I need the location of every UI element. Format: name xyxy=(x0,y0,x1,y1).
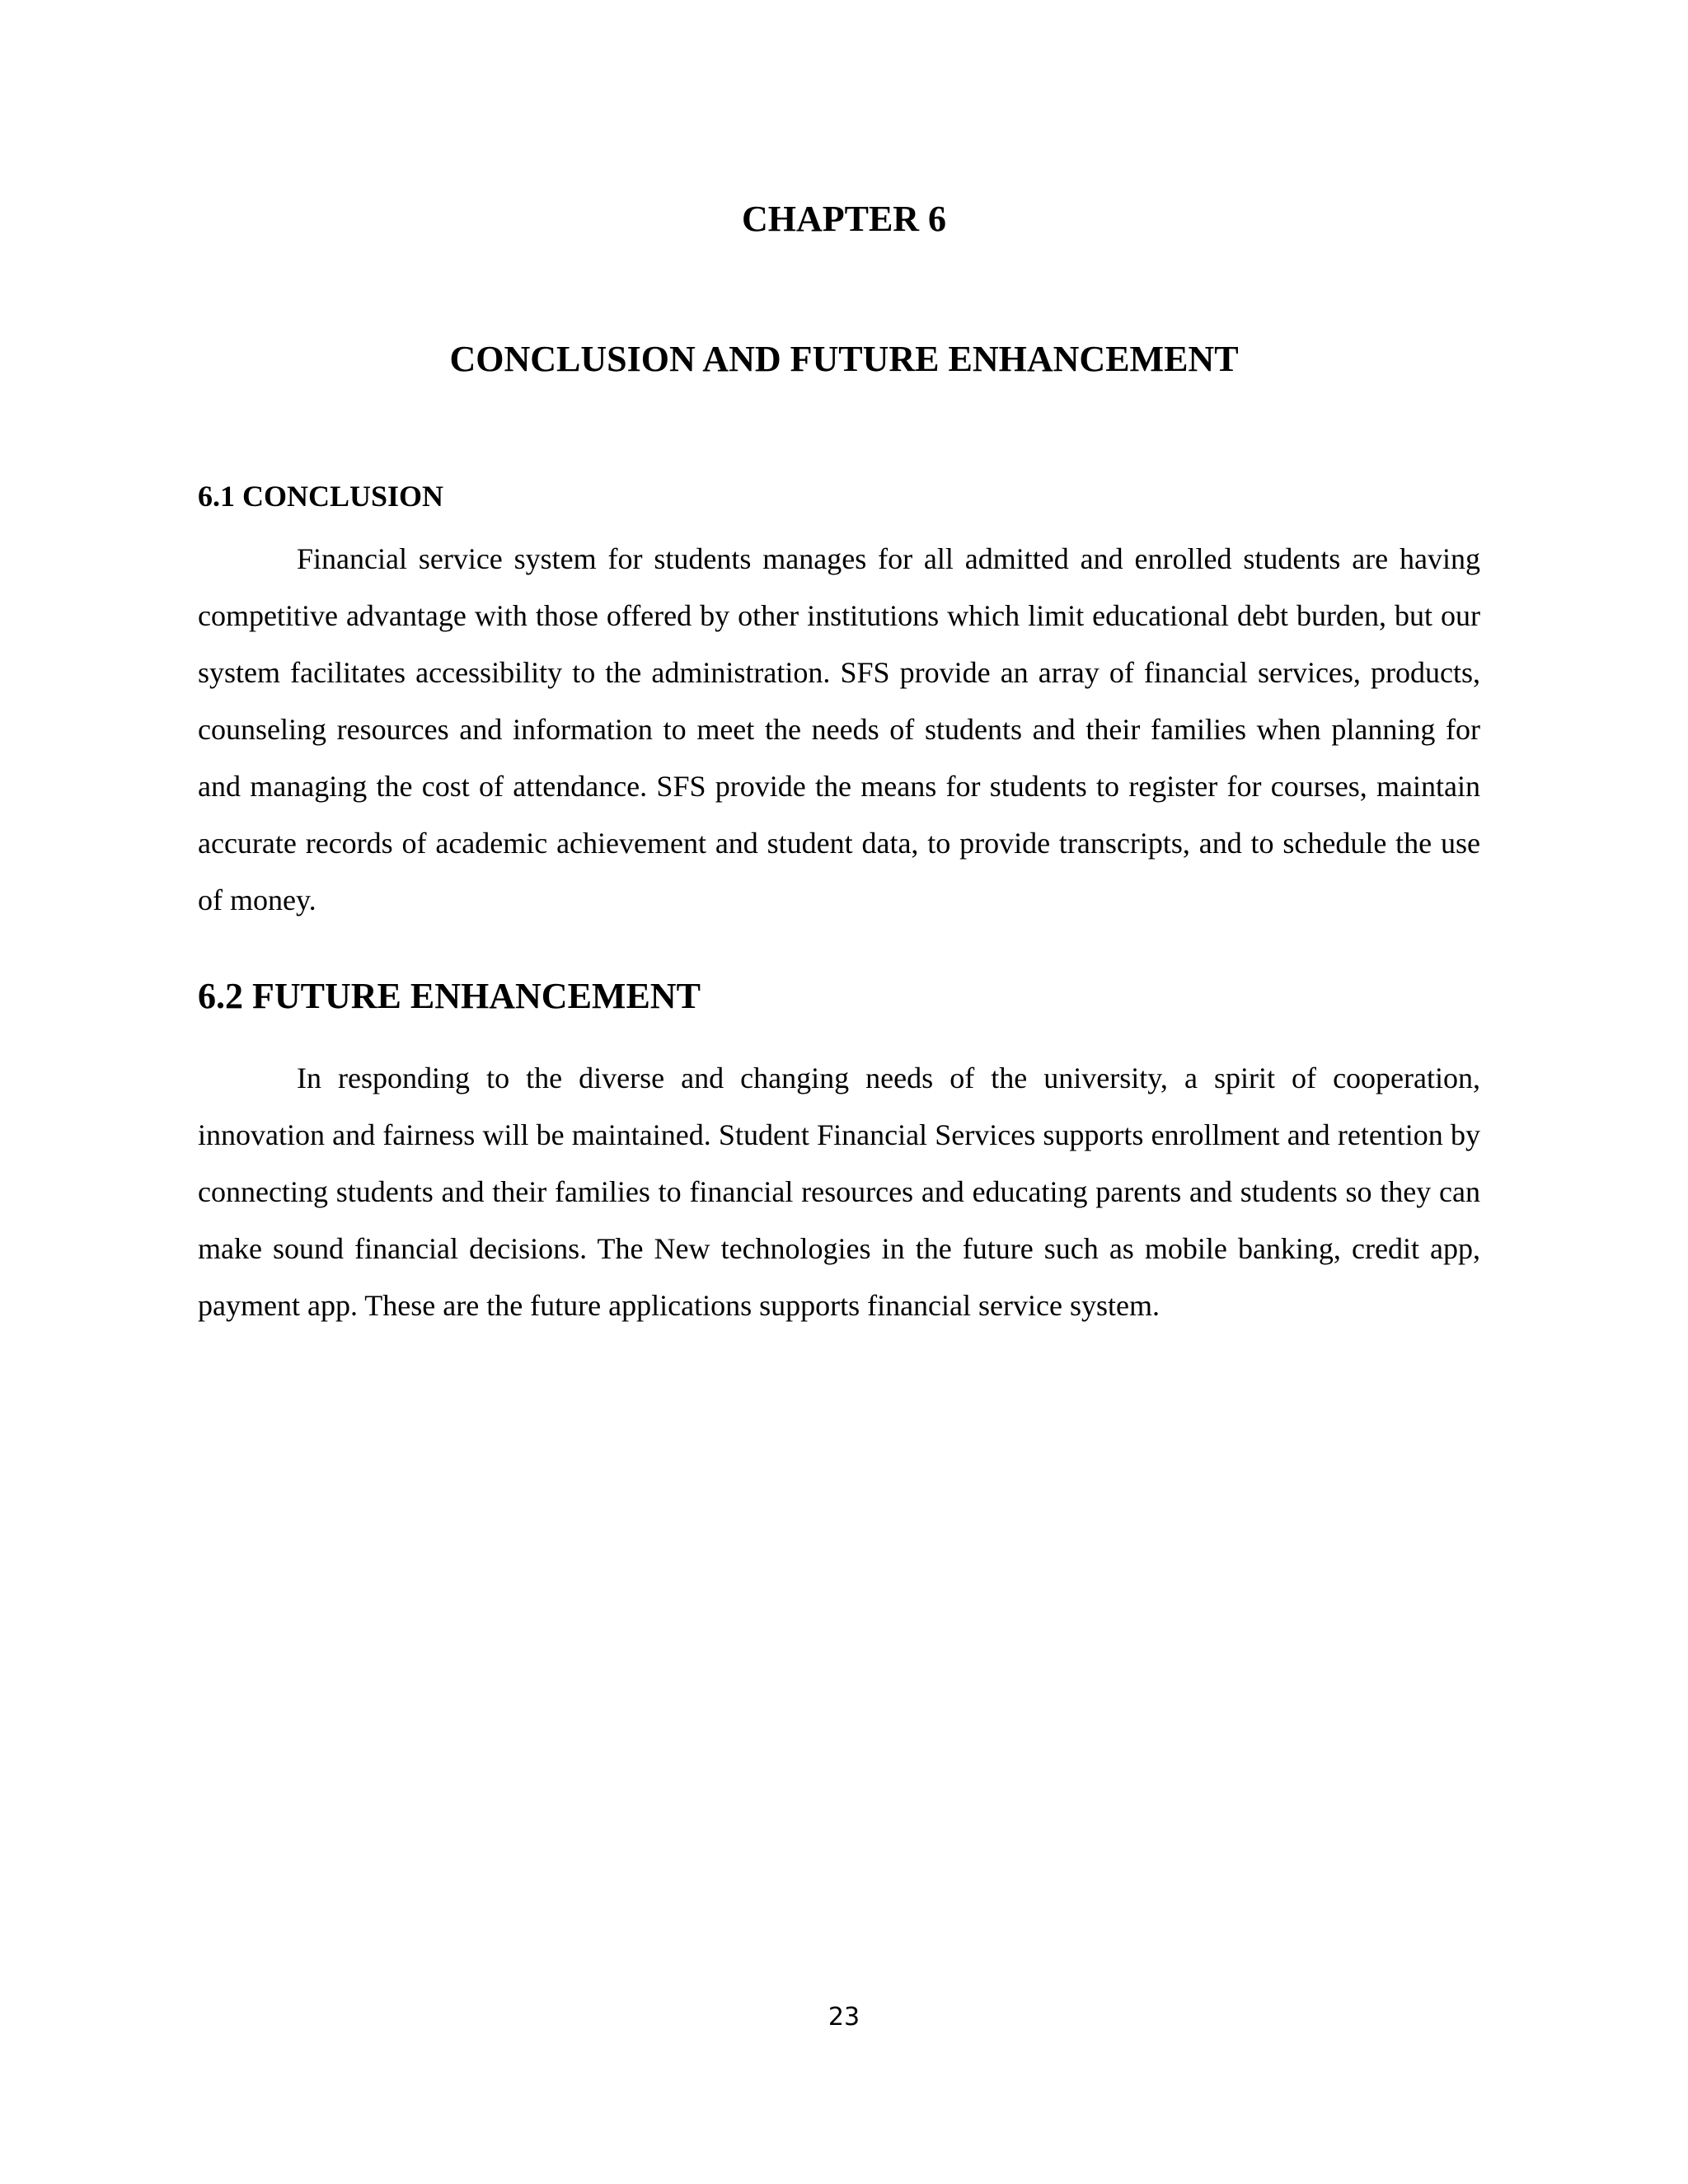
page-number: 23 xyxy=(828,2003,860,2032)
section-heading-conclusion: 6.1 CONCLUSION xyxy=(198,480,444,513)
chapter-subtitle: CONCLUSION AND FUTURE ENHANCEMENT xyxy=(449,339,1239,379)
section-heading-future-enhancement: 6.2 FUTURE ENHANCEMENT xyxy=(198,976,701,1016)
section-body-conclusion: Financial service system for students manages for all admitted and enrolled students are having competitive advantage with those offered by other institutions which limit educational debt burden, but our system facilitates accessibility to the administration. SFS provide an array of financial services, products, counseling resources and information to meet the needs of students and their families when planning for and managing the cost of attendance. SFS provide the means for students to register for courses, maintain accurate records of academic achievement and student data, to provide transcripts, and to schedule the use of money. xyxy=(198,542,1480,916)
section-body-future-enhancement: In responding to the diverse and changing needs of the university, a spirit of cooperation, innovation and fairness will be maintained. Student Financial Services supports enrollment and retention by connecting students and their families to financial resources and educating parents and students so they can make sound financial decisions. The New technologies in the future such as mobile banking, credit app, payment app. These are the future applications supports financial service system. xyxy=(198,1062,1480,1322)
chapter-title: CHAPTER 6 xyxy=(741,199,947,239)
